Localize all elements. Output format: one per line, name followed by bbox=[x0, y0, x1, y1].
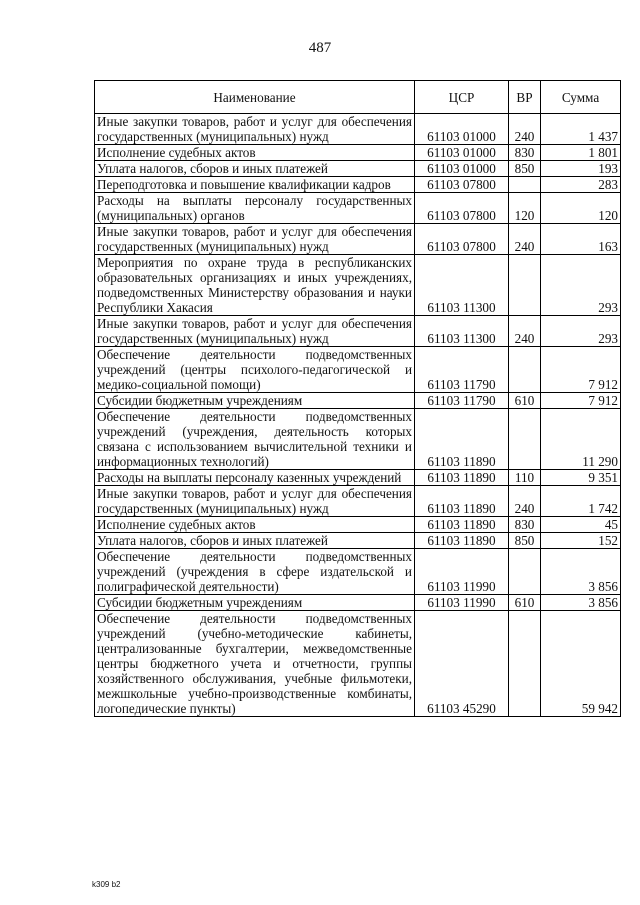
table-row bbox=[95, 114, 621, 145]
cell-sum: 59 942 bbox=[541, 611, 621, 717]
cell-name: Иные закупки товаров, работ и услуг для обеспечения государственных (муниципальных) нужд bbox=[95, 224, 415, 255]
table-body bbox=[95, 114, 621, 717]
cell-sum: 11 290 bbox=[541, 409, 621, 470]
table-row bbox=[95, 347, 621, 393]
cell-vr bbox=[509, 347, 541, 393]
header-vr: ВР bbox=[509, 81, 541, 114]
cell-name: Переподготовка и повышение квалификации кадров bbox=[95, 177, 415, 193]
table-row bbox=[95, 470, 621, 486]
cell-name: Расходы на выплаты персоналу казенных учреждений bbox=[95, 470, 415, 486]
cell-vr: 830 bbox=[509, 517, 541, 533]
cell-name: Обеспечение деятельности подведомственных учреждений (центры психолого-педагогической и медико-социальной помощи) bbox=[95, 347, 415, 393]
cell-name: Уплата налогов, сборов и иных платежей bbox=[95, 533, 415, 549]
cell-sum: 3 856 bbox=[541, 595, 621, 611]
table-row bbox=[95, 549, 621, 595]
table-row bbox=[95, 409, 621, 470]
cell-vr bbox=[509, 255, 541, 316]
cell-name: Иные закупки товаров, работ и услуг для обеспечения государственных (муниципальных) нужд bbox=[95, 316, 415, 347]
cell-name: Исполнение судебных актов bbox=[95, 517, 415, 533]
cell-csr: 61103 11890 bbox=[415, 486, 509, 517]
cell-vr bbox=[509, 177, 541, 193]
table-row bbox=[95, 177, 621, 193]
cell-name: Иные закупки товаров, работ и услуг для обеспечения государственных (муниципальных) нужд bbox=[95, 486, 415, 517]
table-row bbox=[95, 486, 621, 517]
cell-sum: 152 bbox=[541, 533, 621, 549]
cell-sum: 283 bbox=[541, 177, 621, 193]
cell-sum: 3 856 bbox=[541, 549, 621, 595]
table-row bbox=[95, 255, 621, 316]
header-name: Наименование bbox=[95, 81, 415, 114]
table-row bbox=[95, 393, 621, 409]
table-row bbox=[95, 224, 621, 255]
cell-sum: 293 bbox=[541, 316, 621, 347]
cell-csr: 61103 11300 bbox=[415, 255, 509, 316]
cell-name: Субсидии бюджетным учреждениям bbox=[95, 595, 415, 611]
cell-vr: 240 bbox=[509, 316, 541, 347]
table-header-row bbox=[95, 81, 621, 114]
cell-name: Мероприятия по охране труда в республиканских образовательных организациях и иных учреждениях, подведомственных Министерству образования и науки Республики Хакасия bbox=[95, 255, 415, 316]
cell-sum: 1 801 bbox=[541, 145, 621, 161]
cell-csr: 61103 07800 bbox=[415, 193, 509, 224]
cell-name: Иные закупки товаров, работ и услуг для обеспечения государственных (муниципальных) нужд bbox=[95, 114, 415, 145]
cell-sum: 163 bbox=[541, 224, 621, 255]
cell-name: Обеспечение деятельности подведомственных учреждений (учреждения, деятельность которых связана с использованием вычислительной техники и информационных технологий) bbox=[95, 409, 415, 470]
cell-vr: 120 bbox=[509, 193, 541, 224]
cell-vr: 240 bbox=[509, 224, 541, 255]
table-row bbox=[95, 316, 621, 347]
cell-csr: 61103 07800 bbox=[415, 177, 509, 193]
table-row bbox=[95, 193, 621, 224]
cell-vr: 240 bbox=[509, 486, 541, 517]
table-row bbox=[95, 161, 621, 177]
cell-vr: 610 bbox=[509, 595, 541, 611]
header-sum: Сумма bbox=[541, 81, 621, 114]
cell-sum: 7 912 bbox=[541, 393, 621, 409]
cell-name: Обеспечение деятельности подведомственных учреждений (учебно-методические кабинеты, централизованные бухгалтерии, межведомственные центры бюджетного учета и отчетности, группы хозяйственного обслуживания, учебные фильмотеки, межшкольные учебно-производственные комбинаты, логопедические пункты) bbox=[95, 611, 415, 717]
header-csr: ЦСР bbox=[415, 81, 509, 114]
cell-sum: 193 bbox=[541, 161, 621, 177]
cell-vr: 110 bbox=[509, 470, 541, 486]
cell-csr: 61103 11890 bbox=[415, 517, 509, 533]
cell-name: Расходы на выплаты персоналу государственных (муниципальных) органов bbox=[95, 193, 415, 224]
cell-csr: 61103 07800 bbox=[415, 224, 509, 255]
cell-csr: 61103 11990 bbox=[415, 595, 509, 611]
footer-code: k309 b2 bbox=[92, 880, 121, 889]
cell-csr: 61103 11890 bbox=[415, 470, 509, 486]
page-number: 487 bbox=[308, 40, 332, 56]
cell-name: Обеспечение деятельности подведомственных учреждений (учреждения в сфере издательской и полиграфической деятельности) bbox=[95, 549, 415, 595]
cell-vr bbox=[509, 409, 541, 470]
cell-sum: 120 bbox=[541, 193, 621, 224]
cell-csr: 61103 01000 bbox=[415, 145, 509, 161]
cell-csr: 61103 11790 bbox=[415, 347, 509, 393]
cell-sum: 9 351 bbox=[541, 470, 621, 486]
cell-sum: 1 437 bbox=[541, 114, 621, 145]
cell-sum: 45 bbox=[541, 517, 621, 533]
cell-csr: 61103 11790 bbox=[415, 393, 509, 409]
table-row bbox=[95, 533, 621, 549]
cell-name: Субсидии бюджетным учреждениям bbox=[95, 393, 415, 409]
cell-sum: 1 742 bbox=[541, 486, 621, 517]
cell-sum: 7 912 bbox=[541, 347, 621, 393]
cell-vr: 610 bbox=[509, 393, 541, 409]
cell-vr: 850 bbox=[509, 161, 541, 177]
cell-csr: 61103 11890 bbox=[415, 409, 509, 470]
cell-csr: 61103 01000 bbox=[415, 114, 509, 145]
cell-csr: 61103 11300 bbox=[415, 316, 509, 347]
table-row bbox=[95, 517, 621, 533]
cell-vr bbox=[509, 549, 541, 595]
cell-name: Исполнение судебных актов bbox=[95, 145, 415, 161]
cell-name: Уплата налогов, сборов и иных платежей bbox=[95, 161, 415, 177]
cell-vr: 830 bbox=[509, 145, 541, 161]
cell-csr: 61103 11990 bbox=[415, 549, 509, 595]
cell-csr: 61103 11890 bbox=[415, 533, 509, 549]
budget-table bbox=[94, 80, 621, 717]
table-row bbox=[95, 145, 621, 161]
cell-vr: 240 bbox=[509, 114, 541, 145]
cell-csr: 61103 45290 bbox=[415, 611, 509, 717]
cell-sum: 293 bbox=[541, 255, 621, 316]
table-row bbox=[95, 611, 621, 717]
cell-vr bbox=[509, 611, 541, 717]
cell-csr: 61103 01000 bbox=[415, 161, 509, 177]
cell-vr: 850 bbox=[509, 533, 541, 549]
table-row bbox=[95, 595, 621, 611]
